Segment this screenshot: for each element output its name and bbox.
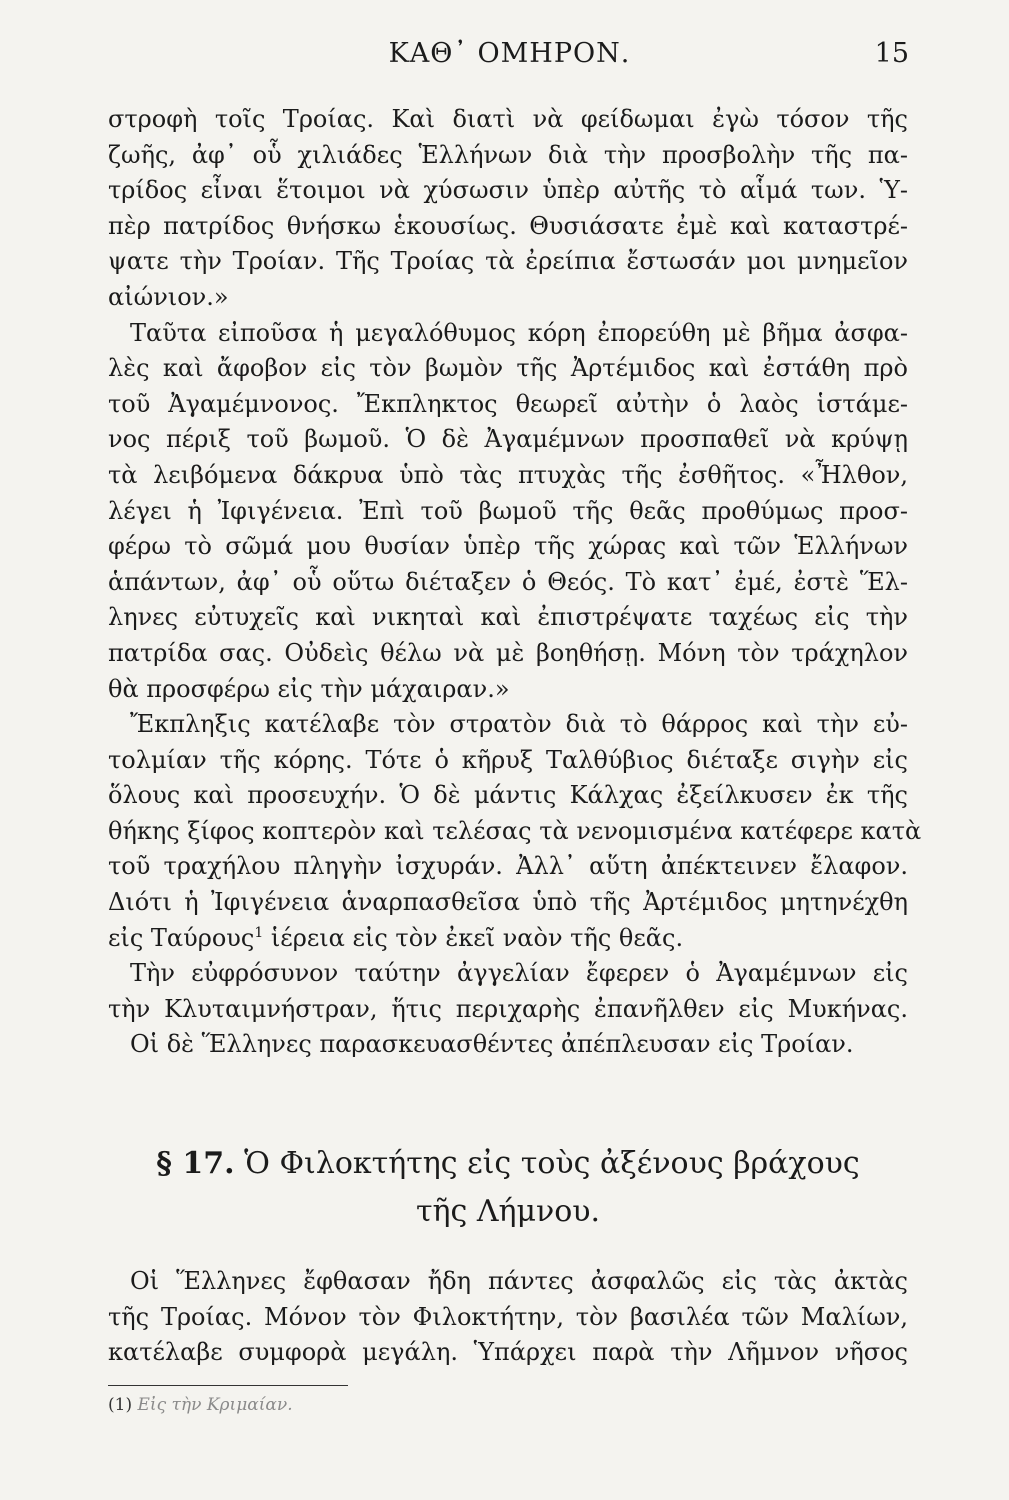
text-line: λὲς καὶ ἄφοβον εἰς τὸν βωμὸν τῆς Ἀρτέμιδος καὶ ἐστάθη πρὸ: [108, 354, 908, 383]
footnote-text: Εἰς τὴν Κριμαίαν.: [137, 1395, 293, 1415]
section-number: § 17.: [156, 1146, 235, 1181]
text-line: ψατε τὴν Τροίαν. Τῆς Τροίας τὰ ἐρείπια ἔστωσάν μοι μνημεῖον: [108, 247, 908, 276]
text-line: τῆς Τροίας. Μόνον τὸν Φιλοκτήτην, τὸν βασιλέα τῶν Μαλίων,: [108, 1302, 908, 1331]
text-line: Διότι ἡ Ἰφιγένεια ἁναρπασθεῖσα ὑπὸ τῆς Ἀρτέμιδος μητηνέχθη: [108, 888, 908, 917]
text-line: αἰώνιον.»: [108, 282, 229, 311]
text-line: τρίδος εἶναι ἕτοιμοι νὰ χύσωσιν ὑπὲρ αὐτῆς τὸ αἷμά των. Ὑ-: [108, 176, 908, 205]
text-line: φέρω τὸ σῶμά μου θυσίαν ὑπὲρ τῆς χώρας καὶ τῶν Ἑλλήνων: [108, 532, 908, 561]
section-text: [108, 1264, 908, 1371]
section-heading: [108, 1140, 908, 1236]
text-line: τὰ λειβόμενα δάκρυα ὑπὸ τὰς πτυχὰς τῆς ἐσθῆτος. «Ἦλθον,: [108, 460, 908, 489]
text-line: θὰ προσφέρω εἰς τὴν μάχαιραν.»: [108, 674, 510, 703]
text-line: στροφὴ τοῖς Τροίας. Καὶ διατὶ νὰ φείδωμαι ἐγὼ τόσον τῆς: [108, 105, 908, 133]
text-line: ἁπάντων, ἀφ᾽ οὗ οὕτω διέταξεν ὁ Θεός. Τὸ κατ᾽ ἐμέ, ἐστὲ Ἕλ-: [108, 567, 908, 596]
footnote-divider: [108, 1385, 348, 1386]
text-line: Ταῦτα εἰποῦσα ἡ μεγαλόθυμος κόρη ἐπορεύθη μὲ βῆμα ἀσφα-: [130, 318, 908, 347]
section-heading-line-2: τῆς Λήμνου.: [415, 1194, 601, 1229]
section-title: Ὁ Φιλοκτήτης εἰς τοὺς ἀξένους βράχους: [244, 1146, 860, 1181]
main-text: [108, 102, 922, 1063]
text-line-start: εἰς Ταύρους: [108, 923, 255, 952]
text-line: κατέλαβε συμφορὰ μεγάλη. Ὑπάρχει παρὰ τὴν Λῆμνον νῆσος: [108, 1338, 908, 1367]
page-number: 15: [874, 38, 909, 69]
section-heading-line-1: [108, 1140, 908, 1188]
footnote-reference: 1: [254, 924, 264, 941]
text-line: τοῦ Ἀγαμέμνονος. Ἔκπληκτος θεωρεῖ αὐτὴν ὁ λαὸς ἱστάμε-: [108, 389, 908, 418]
text-line: τὴν Κλυταιμνήστραν, ἥτις περιχαρὴς ἐπανῆλθεν εἰς Μυκήνας.: [108, 994, 908, 1023]
text-line: θήκης ξίφος κοπτερὸν καὶ τελέσας τὰ νενομισμένα κατέφερε κατὰ: [108, 816, 922, 845]
text-line: Οἱ Ἕλληνες ἔφθασαν ἤδη πάντες ἀσφαλῶς εἰς τὰς ἀκτὰς: [130, 1267, 908, 1295]
text-line: πατρίδα σας. Οὐδεὶς θέλω νὰ μὲ βοηθήσῃ. Μόνη τὸν τράχηλον: [108, 638, 908, 667]
text-line: τολμίαν τῆς κόρης. Τότε ὁ κῆρυξ Ταλθύβιος διέταξε σιγὴν εἰς: [108, 745, 908, 774]
running-header: [110, 38, 909, 78]
text-line: Οἱ δὲ Ἕλληνες παρασκευασθέντες ἀπέπλευσαν εἰς Τροίαν.: [130, 1030, 854, 1059]
text-line: ζωῆς, ἀφ᾽ οὗ χιλιάδες Ἑλλήνων διὰ τὴν προσβολὴν τῆς πα-: [108, 140, 908, 169]
text-line: νος πέριξ τοῦ βωμοῦ. Ὁ δὲ Ἀγαμέμνων προσπαθεῖ νὰ κρύψῃ: [108, 425, 908, 454]
text-line: λέγει ἡ Ἰφιγένεια. Ἐπὶ τοῦ βωμοῦ τῆς θεᾶς προθύμως προσ-: [108, 496, 908, 525]
running-title: ΚΑΘ᾽ ΟΜΗΡΟΝ.: [388, 38, 631, 69]
footnote: [108, 1393, 293, 1417]
text-line-end: ἱέρεια εἰς τὸν ἐκεῖ ναὸν τῆς θεᾶς.: [270, 923, 684, 952]
text-line: Ἔκπληξις κατέλαβε τὸν στρατὸν διὰ τὸ θάρρος καὶ τὴν εὐ-: [130, 710, 908, 739]
text-line: [108, 921, 908, 957]
text-line: τοῦ τραχήλου πληγὴν ἰσχυράν. Ἀλλ᾽ αὕτη ἀπέκτεινεν ἔλαφον.: [108, 852, 908, 881]
text-line: ὅλους καὶ προσευχήν. Ὁ δὲ μάντις Κάλχας ἐξείλκυσεν ἐκ τῆς: [108, 781, 908, 810]
text-line: ληνες εὐτυχεῖς καὶ νικηταὶ καὶ ἐπιστρέψατε ταχέως εἰς τὴν: [108, 603, 908, 632]
text-line: Τὴν εὐφρόσυνον ταύτην ἀγγελίαν ἔφερεν ὁ Ἀγαμέμνων εἰς: [130, 959, 908, 988]
footnote-marker: (1): [108, 1395, 133, 1415]
text-line: πὲρ πατρίδος θνήσκω ἑκουσίως. Θυσιάσατε ἐμὲ καὶ καταστρέ-: [108, 211, 908, 240]
